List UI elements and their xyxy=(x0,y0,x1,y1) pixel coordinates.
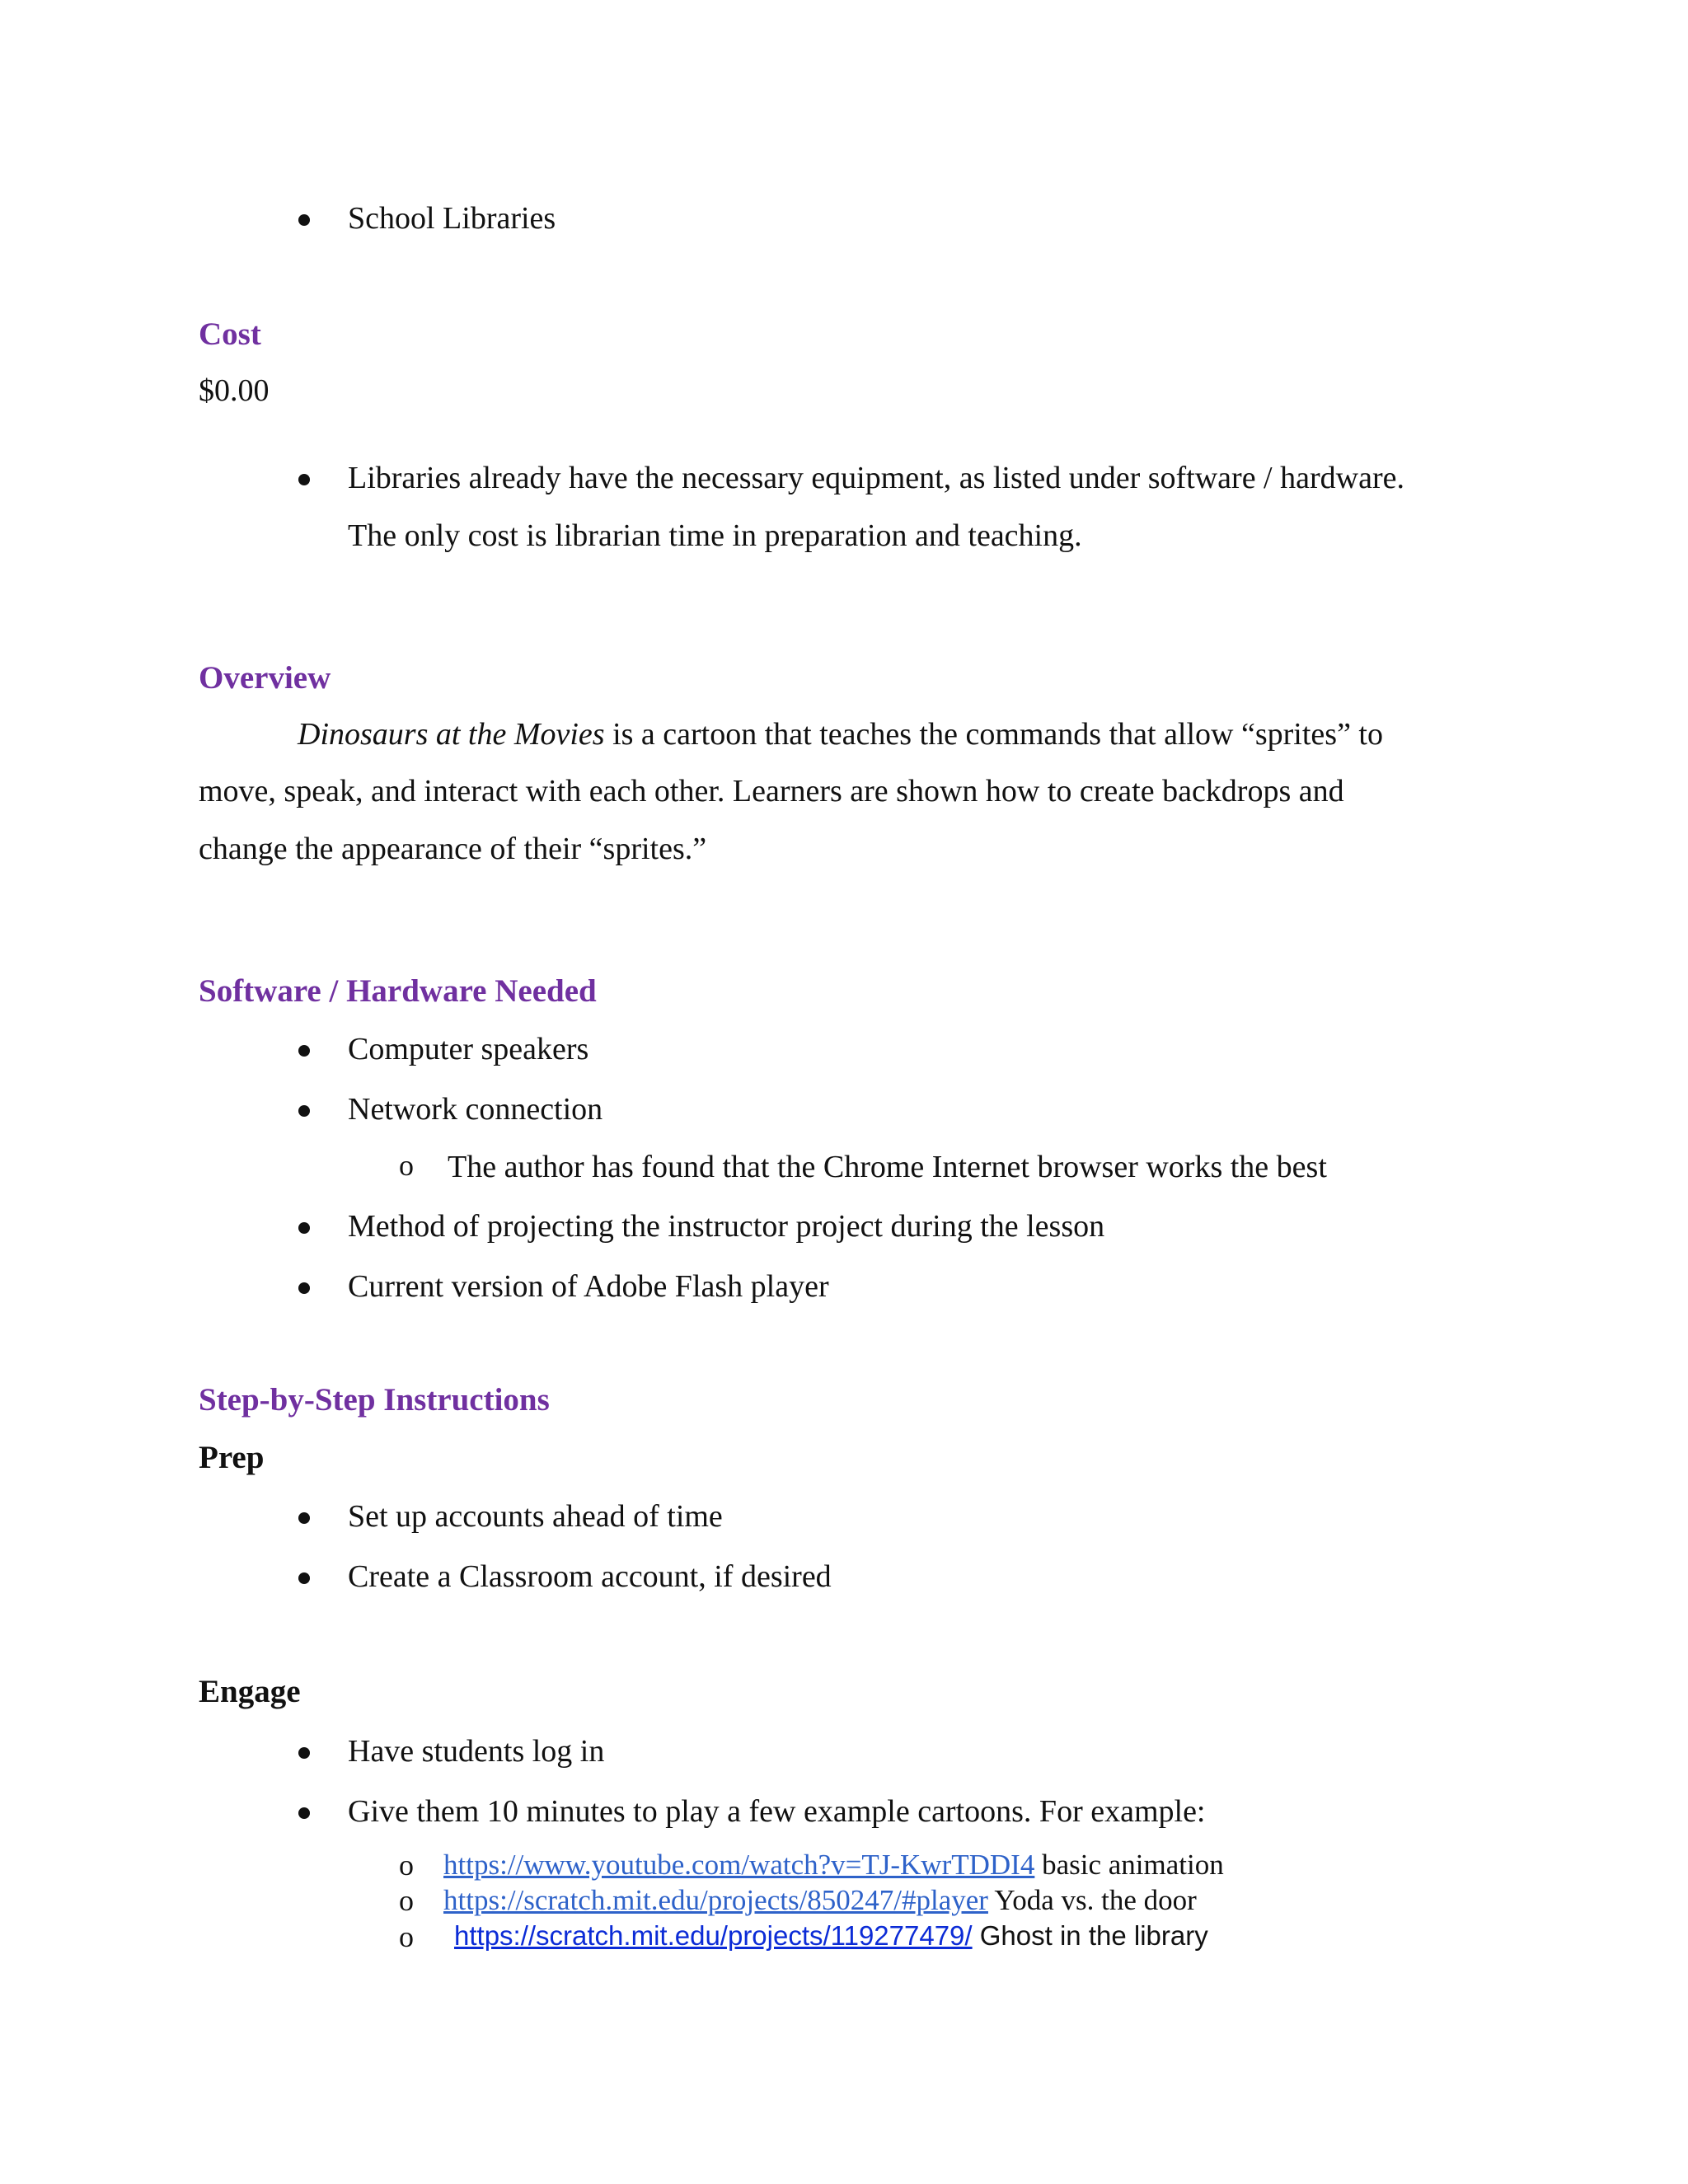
sub-bullet-icon: o xyxy=(399,1849,414,1882)
list-item: Set up accounts ahead of time xyxy=(348,1499,723,1534)
list-item: Method of projecting the instructor project during the lesson xyxy=(348,1209,1105,1244)
list-item: School Libraries xyxy=(348,201,556,236)
example-link[interactable]: https://www.youtube.com/watch?v=TJ-KwrTDDI4 xyxy=(443,1849,1035,1881)
example-item xyxy=(443,1849,1224,1882)
bullet-icon xyxy=(298,1572,310,1584)
example-description: basic animation xyxy=(1034,1849,1224,1881)
list-item: Create a Classroom account, if desired xyxy=(348,1559,832,1594)
cost-heading: Cost xyxy=(199,316,261,352)
example-item xyxy=(454,1920,1208,1952)
bullet-icon xyxy=(298,474,310,485)
sub-bullet-icon: o xyxy=(399,1884,414,1917)
list-item: Give them 10 minutes to play a few example cartoons. For example: xyxy=(348,1794,1206,1829)
sub-bullet-icon: o xyxy=(399,1149,414,1182)
cost-note-line2: The only cost is librarian time in preparation and teaching. xyxy=(348,518,1082,553)
example-description: Yoda vs. the door xyxy=(987,1884,1197,1916)
list-subitem: The author has found that the Chrome Internet browser works the best xyxy=(448,1150,1327,1184)
list-item: Computer speakers xyxy=(348,1032,589,1066)
example-description: Ghost in the library xyxy=(972,1920,1208,1951)
bullet-icon xyxy=(298,1045,310,1057)
example-link[interactable]: https://scratch.mit.edu/projects/850247/#player xyxy=(443,1884,988,1916)
cost-note-line1: Libraries already have the necessary equipment, as listed under software / hardware. xyxy=(348,461,1404,495)
software-heading: Software / Hardware Needed xyxy=(199,973,597,1009)
cost-amount: $0.00 xyxy=(199,373,270,408)
overview-line3: change the appearance of their “sprites.” xyxy=(199,832,707,866)
bullet-icon xyxy=(298,1105,310,1117)
overview-heading: Overview xyxy=(199,660,331,696)
overview-line1 xyxy=(298,716,1383,754)
engage-heading: Engage xyxy=(199,1674,301,1709)
example-item xyxy=(443,1884,1197,1917)
bullet-icon xyxy=(298,1512,310,1524)
bullet-icon xyxy=(298,1747,310,1759)
sub-bullet-icon: o xyxy=(399,1920,414,1953)
steps-heading: Step-by-Step Instructions xyxy=(199,1382,550,1418)
example-link[interactable]: https://scratch.mit.edu/projects/119277479/ xyxy=(454,1920,973,1951)
bullet-icon xyxy=(298,1807,310,1819)
list-item: Network connection xyxy=(348,1092,603,1127)
overview-line1-text: is a cartoon that teaches the commands that allow “sprites” to xyxy=(604,717,1383,752)
list-item: Have students log in xyxy=(348,1734,605,1769)
bullet-icon xyxy=(298,1282,310,1294)
list-item: Current version of Adobe Flash player xyxy=(348,1269,829,1304)
overview-line2: move, speak, and interact with each other. Learners are shown how to create backdrops and xyxy=(199,774,1344,808)
prep-heading: Prep xyxy=(199,1440,265,1475)
overview-title: Dinosaurs at the Movies xyxy=(298,717,605,752)
bullet-icon xyxy=(298,1222,310,1234)
bullet-icon xyxy=(298,214,310,226)
